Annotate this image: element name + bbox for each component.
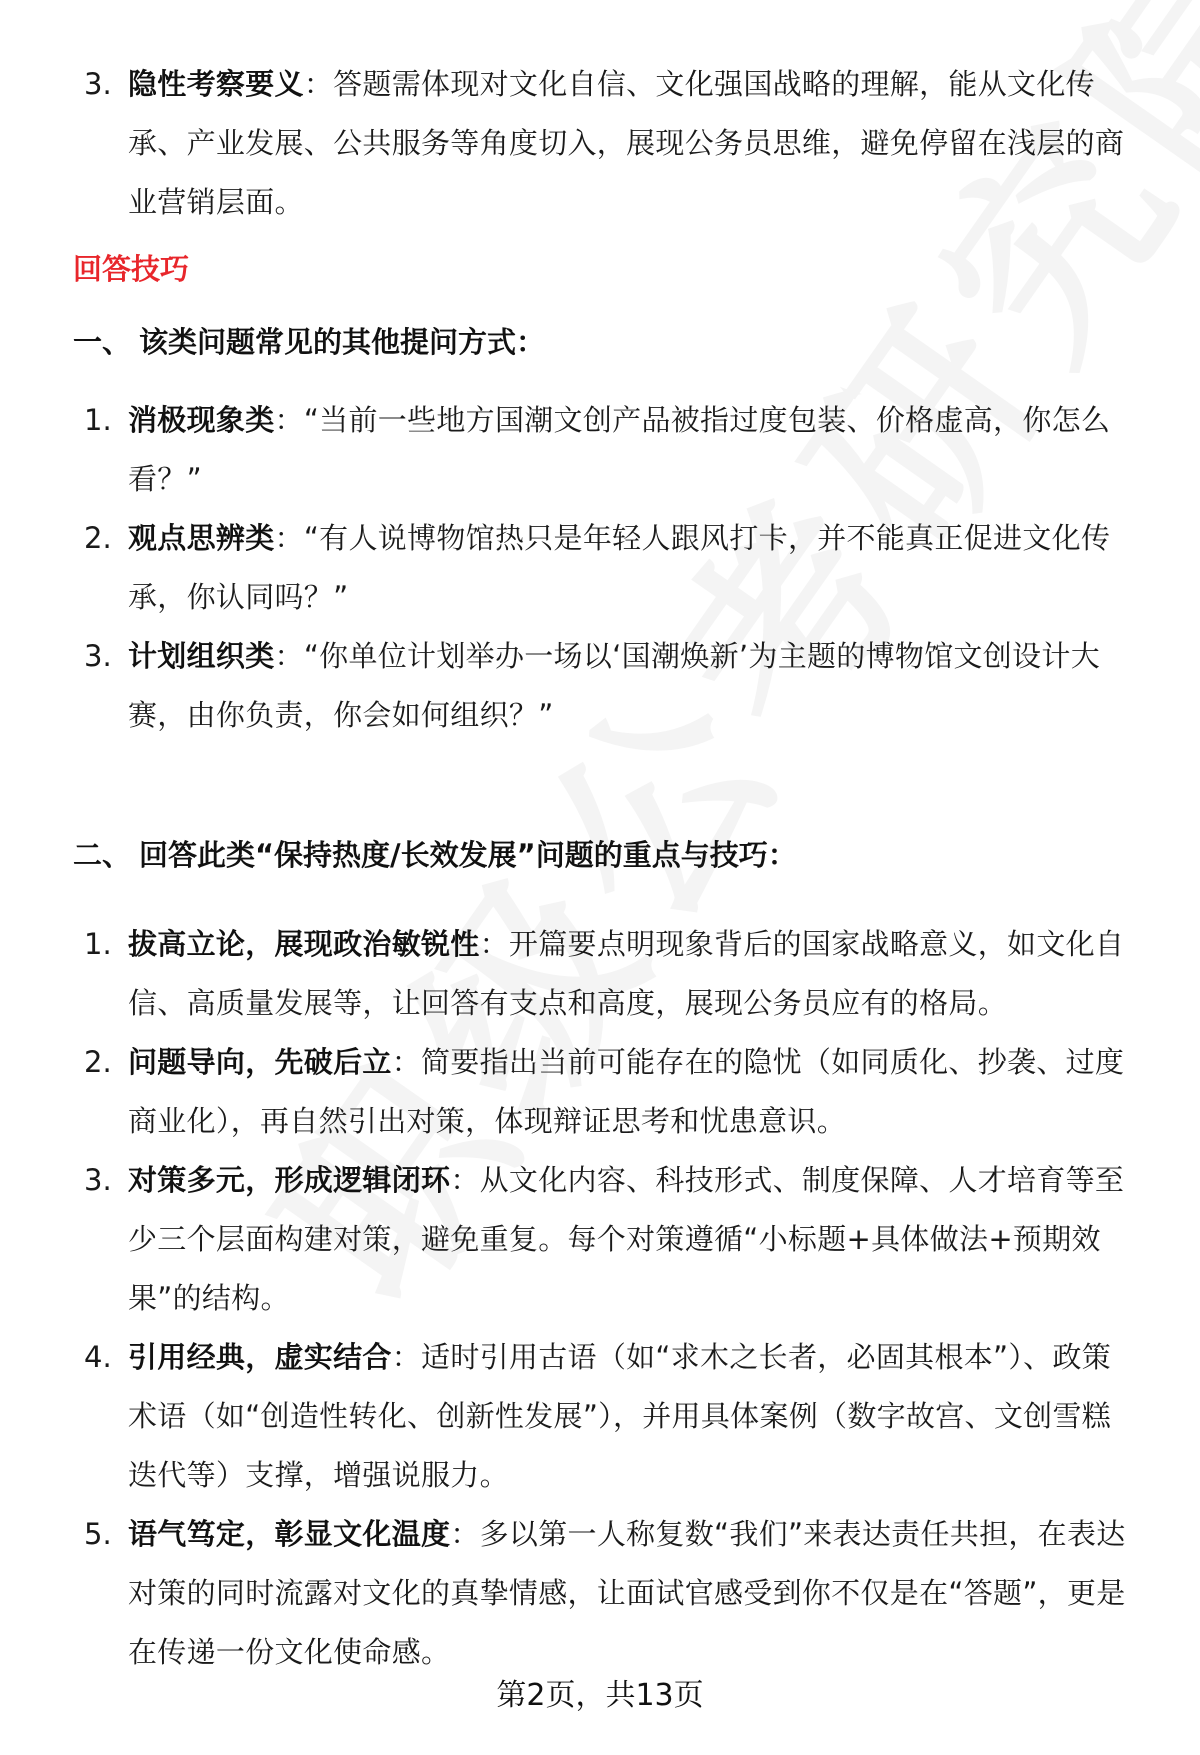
item-text: 多以第一人称复数“我们”来表达责任共担，在表达对策的同时流露对文化的真挚情感，让面试官感受到你不仅是在“答题”，更是在传递一份文化使命感。 bbox=[128, 1517, 1126, 1669]
item-body bbox=[128, 1033, 1138, 1151]
item-body bbox=[128, 627, 1138, 745]
item-text: 从文化内容、科技形式、制度保障、人才培育等至少三个层面构建对策，避免重复。每个对策遵循“小标题+具体做法+预期效果”的结构。 bbox=[128, 1163, 1125, 1315]
item-body bbox=[128, 509, 1138, 627]
item-number: 1. bbox=[84, 927, 112, 961]
item-number: 3. bbox=[84, 639, 112, 673]
item-text: 开篇要点明现象背后的国家战略意义，如文化自信、高质量发展等，让回答有支点和高度，展现公务员应有的格局。 bbox=[128, 927, 1125, 1020]
item-text: 答题需体现对文化自信、文化强国战略的理解，能从文化传承、产业发展、公共服务等角度切入，展现公务员思维，避免停留在浅层的商业营销层面。 bbox=[128, 67, 1125, 219]
item-separator: ： bbox=[450, 1517, 480, 1551]
item-separator: ： bbox=[450, 1163, 480, 1197]
heading-1 bbox=[73, 322, 545, 362]
heading-text: 该类问题常见的其他提问方式： bbox=[139, 325, 546, 359]
item-title: 语气笃定，彰显文化温度 bbox=[128, 1517, 451, 1551]
item-number: 2. bbox=[84, 521, 112, 555]
item-number: 3. bbox=[84, 67, 112, 101]
section-title: 回答技巧 bbox=[73, 252, 190, 286]
item-text: “当前一些地方国潮文创产品被指过度包装、价格虚高，你怎么看？” bbox=[128, 403, 1111, 496]
item-number: 3. bbox=[84, 1163, 112, 1197]
heading-number: 二、 bbox=[73, 838, 132, 872]
item-text: “你单位计划举办一场以‘国潮焕新’为主题的博物馆文创设计大赛，由你负责，你会如何组织？” bbox=[128, 639, 1100, 732]
item-body bbox=[128, 391, 1138, 509]
item-body bbox=[128, 915, 1138, 1033]
item-separator: ： bbox=[274, 521, 304, 555]
item-separator: ： bbox=[479, 927, 509, 961]
item-separator: ： bbox=[303, 67, 334, 101]
item-title: 观点思辨类 bbox=[128, 521, 275, 555]
heading-number: 一、 bbox=[73, 325, 132, 359]
heading-2 bbox=[73, 835, 797, 875]
item-body bbox=[128, 1505, 1138, 1682]
item-title: 问题导向，先破后立 bbox=[128, 1045, 392, 1079]
item-separator: ： bbox=[391, 1340, 422, 1374]
item-title: 引用经典，虚实结合 bbox=[128, 1340, 392, 1374]
item-text: 简要指出当前可能存在的隐忧（如同质化、抄袭、过度商业化），再自然引出对策，体现辩证思考和忧患意识。 bbox=[128, 1045, 1125, 1138]
item-text: 适时引用古语（如“求木之长者，必固其根本”）、政策术语（如“创造性转化、创新性发展”），并用具体案例（数字故宫、文创雪糕迭代等）支撑，增强说服力。 bbox=[128, 1340, 1112, 1492]
item-text: “有人说博物馆热只是年轻人跟风打卡，并不能真正促进文化传承，你认同吗？” bbox=[128, 521, 1111, 614]
item-number: 2. bbox=[84, 1045, 112, 1079]
item-title: 消极现象类 bbox=[128, 403, 275, 437]
item-number: 1. bbox=[84, 403, 112, 437]
item-title: 计划组织类 bbox=[128, 639, 275, 673]
item-separator: ： bbox=[274, 639, 304, 673]
item-title: 隐性考察要义 bbox=[128, 67, 304, 101]
heading-text: 回答此类“保持热度/长效发展”问题的重点与技巧： bbox=[139, 838, 797, 872]
page-number-footer: 第2页，共13页 bbox=[496, 1678, 704, 1713]
item-body bbox=[128, 1151, 1138, 1328]
item-title: 拔高立论，展现政治敏锐性 bbox=[128, 927, 480, 961]
item-body bbox=[128, 1328, 1138, 1505]
item-body bbox=[128, 55, 1138, 232]
item-separator: ： bbox=[391, 1045, 422, 1079]
item-title: 对策多元，形成逻辑闭环 bbox=[128, 1163, 451, 1197]
item-separator: ： bbox=[274, 403, 304, 437]
item-number: 5. bbox=[84, 1517, 112, 1551]
item-number: 4. bbox=[84, 1340, 112, 1374]
